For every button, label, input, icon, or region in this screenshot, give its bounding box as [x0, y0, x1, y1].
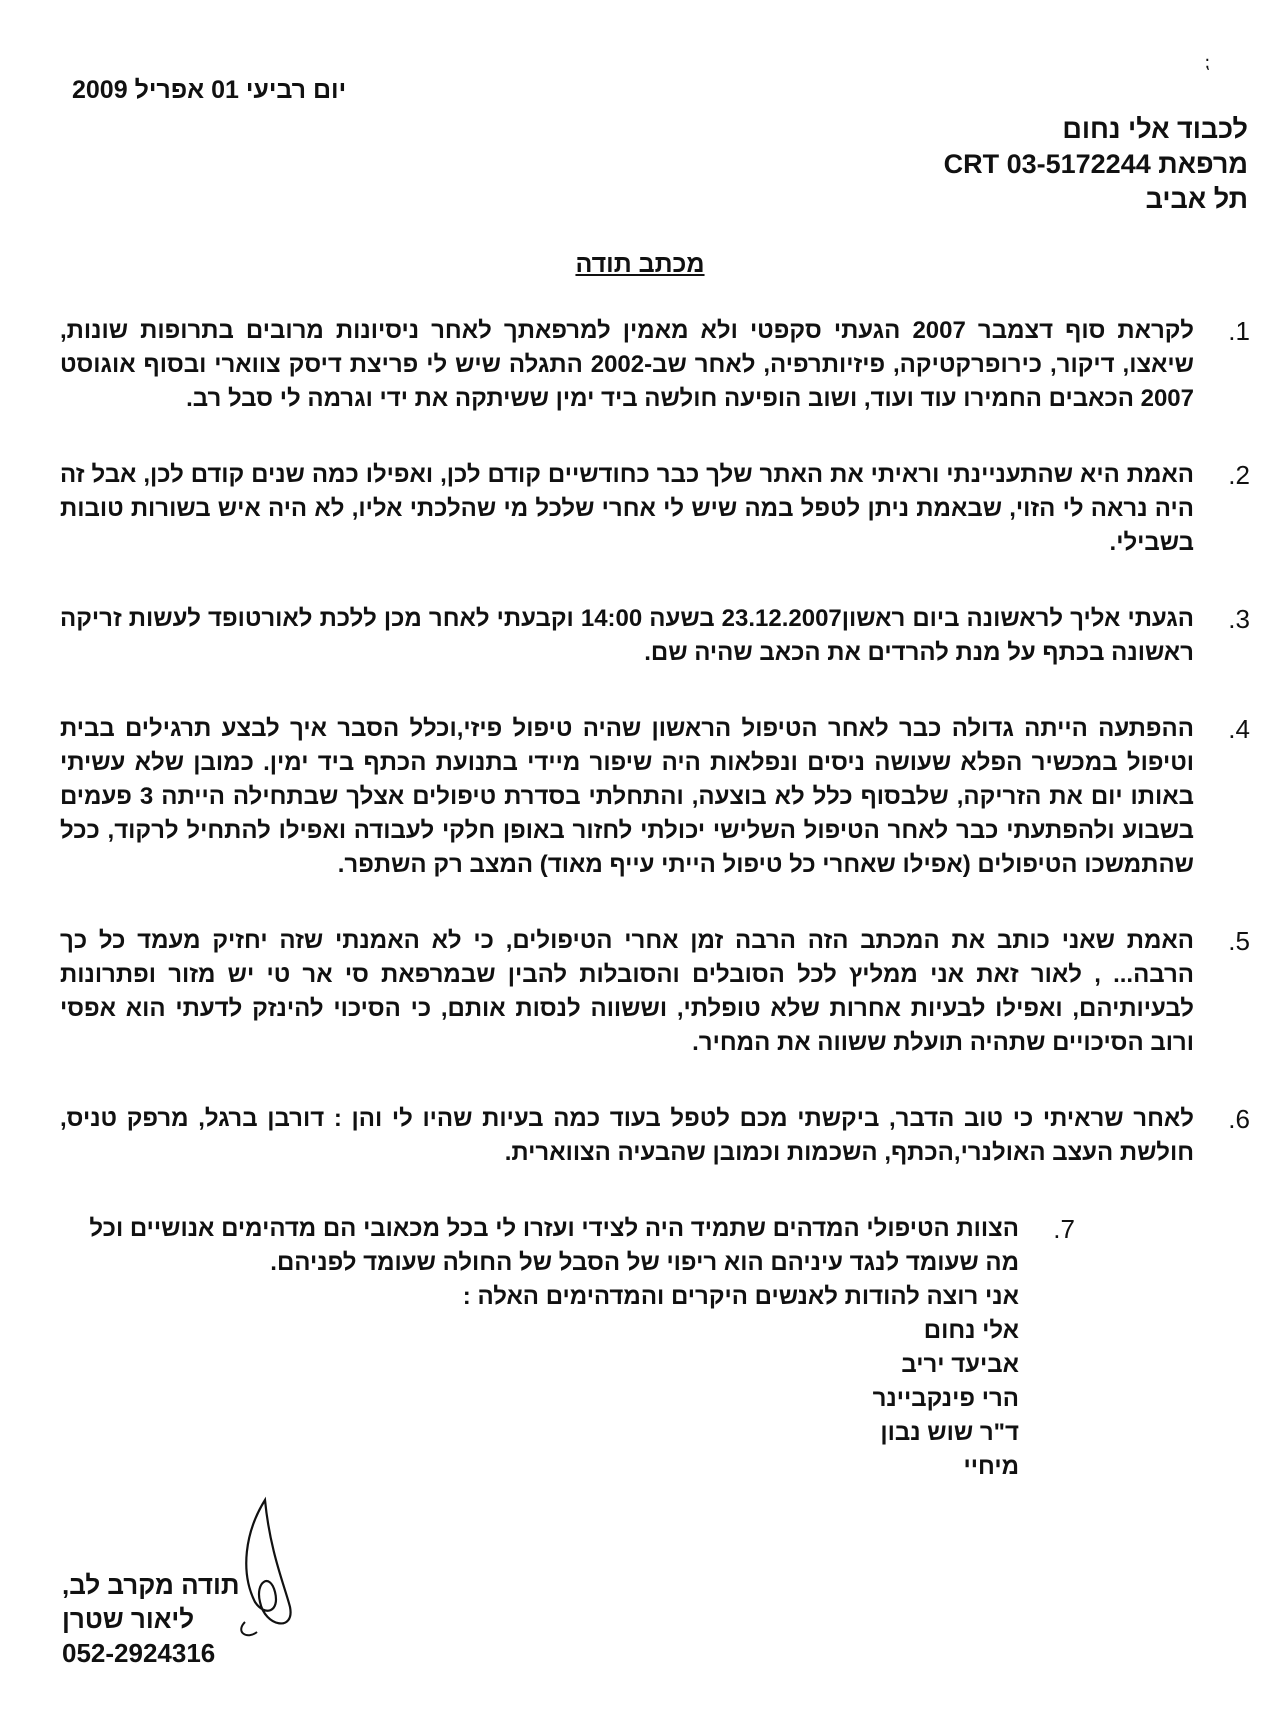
- closing-block: [62, 1568, 240, 1670]
- handwritten-signature: [235, 1492, 325, 1642]
- paragraph-text: לאחר שראיתי כי טוב הדבר, ביקשתי מכם לטפל בעוד כמה בעיות שהיו לי והן : דורבן ברגל, מרפק טניס, חולשת העצב האולנרי,הכתף, השכמות וכמובן שהבעיה הצווארית.: [60, 1105, 1194, 1166]
- paragraph-text: האמת היא שהתעניינתי וראיתי את האתר שלך כבר כחודשיים קודם לכן, ואפילו כמה שנים קודם לכן, אבל זה היה נראה לי הזוי, שבאמת ניתן לטפל במה שיש לי אחרי שלכל מי שהלכתי אליו, לא היה איש בשורות טובות בשבילי.: [60, 461, 1194, 556]
- paragraph-number: 7.: [1053, 1214, 1075, 1244]
- paragraph-item: [60, 602, 1250, 670]
- paragraph-item: [60, 314, 1250, 416]
- sender-phone: 052-2924316: [62, 1638, 216, 1668]
- recipient-clinic: מרפאת CRT 03-5172244: [943, 149, 1248, 179]
- paragraph-item: [60, 924, 1250, 1060]
- numbered-paragraphs: [60, 314, 1250, 1526]
- thanks-line: אני רוצה להודות לאנשים היקרים והמדהימים האלה :: [462, 1283, 1019, 1310]
- thanked-name: אלי נחום: [923, 1317, 1019, 1344]
- paragraph-number: 6.: [1228, 1104, 1250, 1134]
- paragraph-number: 1.: [1228, 316, 1250, 346]
- thanked-name: מיחיי: [963, 1453, 1019, 1480]
- paragraph-number: 5.: [1228, 926, 1250, 956]
- paragraph-number: 3.: [1228, 604, 1250, 634]
- sender-name: ליאור שטרן: [62, 1604, 195, 1634]
- thanked-name: אביעד יריב: [901, 1351, 1019, 1378]
- paragraph-item: [60, 1212, 1075, 1484]
- thanked-name: הרי פינקביינר: [872, 1385, 1019, 1412]
- paragraph-text: לקראת סוף דצמבר 2007 הגעתי סקפטי ולא מאמין למרפאתך לאחר ניסיונות מרובים בתרופות שונות, שיאצו, דיקור, כירופרקטיקה, פיזיותרפיה, לאחר שב-2002 התגלה שיש לי פריצת דיסק צווארי ובסוף אוגוסט 2007 הכאבים החמירו עוד ועוד, ושוב הופיעה חולשה ביד ימין ששיתקה את ידי וגרמה לי סבל רב.: [60, 317, 1194, 412]
- paragraph-text: האמת שאני כותב את המכתב הזה הרבה זמן אחרי הטיפולים, כי לא האמנתי שזה יחזיק מעמד כל כך הרבה... , לאור זאת אני ממליץ לכל הסובלים והסובלות להבין שבמרפאת סי אר טי יש מזור ופתרונות לבעיותיהם, ואפילו לבעיות אחרות שלא טופלתי, וששווה לנסות אותם, כי הסיכוי להינזק לדעתי הוא אפסי ורוב הסיכויים שתהיה תועלת ששווה את המחיר.: [60, 927, 1194, 1056]
- letter-title: מכתב תודה: [575, 250, 705, 278]
- recipient-name: לכבוד אלי נחום: [1062, 114, 1248, 144]
- paragraph-number: 2.: [1228, 460, 1250, 490]
- paragraph-text: הצוות הטיפולי המדהים שתמיד היה לצידי ועזרו לי בכל מכאובי הם מדהימים אנושיים וכל מה שעומד לנגד עיניהם הוא ריפוי של הסבל של החולה שעומד לפניהם.: [89, 1215, 1019, 1276]
- thanked-name: ד"ר שוש נבון: [880, 1419, 1019, 1446]
- thanked-names-list: [60, 1314, 1019, 1484]
- paragraph-text: ההפתעה הייתה גדולה כבר לאחר הטיפול הראשון שהיה טיפול פיזי,וכלל הסבר איך לבצע תרגילים בבית וטיפול במכשיר הפלא שעושה ניסים ונפלאות היה שיפור מיידי בתנועת הכתף ביד ימין. כמובן שלא עשיתי באותו יום את הזריקה, שלבסוף כלל לא בוצעה, והתחלתי בסדרת טיפולים אצלך שבתחילה הייתה 3 פעמים בשבוע ולהפתעתי כבר לאחר הטיפול השלישי יכולתי לחזור באופן חלקי לעבודה ואפילו להתחיל לרקוד, ככל שהתמשכו הטיפולים (אפילו שאחרי כל טיפול הייתי עייף מאוד) המצב רק השתפר.: [60, 715, 1195, 878]
- paragraph-item: [60, 1102, 1250, 1170]
- letter-date: יום רביעי 01 אפריל 2009: [72, 76, 347, 104]
- scan-mark: ⁏: [1203, 52, 1210, 72]
- paragraph-number: 4.: [1228, 714, 1250, 744]
- paragraph-text: הגעתי אליך לראשונה ביום ראשון23.12.2007 בשעה 14:00 וקבעתי לאחר מכן ללכת לאורטופד לעשות זריקה ראשונה בכתף על מנת להרדים את הכאב שהיה שם.: [60, 605, 1194, 666]
- paragraph-block: [60, 1212, 1019, 1484]
- closing-thanks: תודה מקרב לב,: [62, 1570, 240, 1600]
- paragraph-item: [60, 458, 1250, 560]
- recipient-city: תל אביב: [1145, 184, 1248, 214]
- paragraph-item: [60, 712, 1250, 882]
- recipient-block: [944, 112, 1248, 217]
